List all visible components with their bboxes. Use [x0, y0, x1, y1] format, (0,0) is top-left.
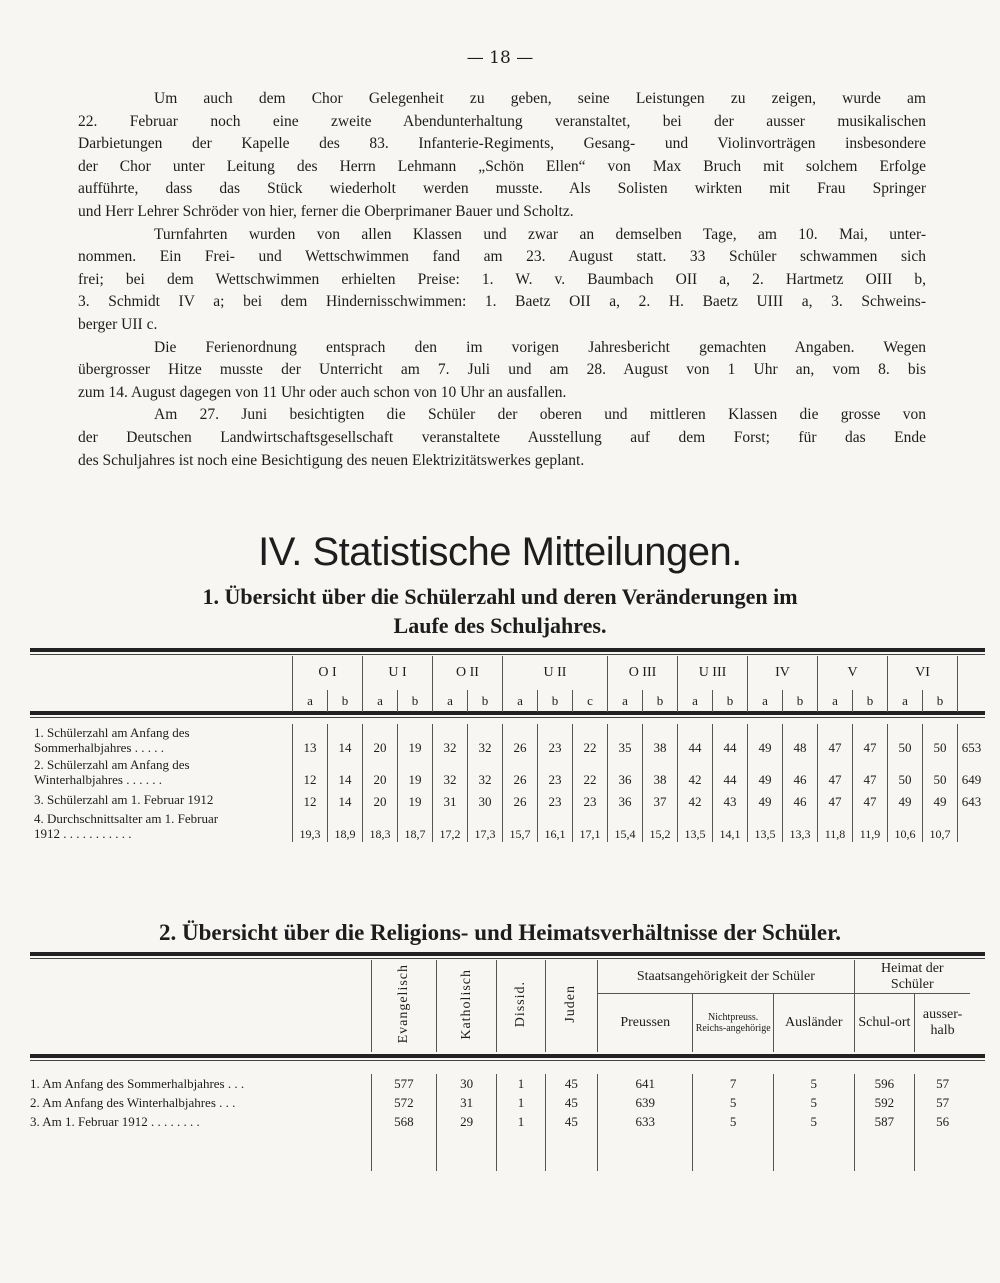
class-header: U II [503, 656, 608, 690]
cell-value: 47 [818, 756, 853, 788]
state-header: Ausländer [773, 994, 854, 1053]
cell-value: 45 [545, 1074, 597, 1093]
text-line: Die Ferienordnung entsprach den im vorigen Jahresbericht gemachten Angaben. Wegen [154, 338, 926, 356]
cell-value: 43 [713, 788, 748, 810]
class-header-row [30, 656, 985, 690]
cell-value: 50 [888, 756, 923, 788]
spacer [693, 1131, 774, 1171]
cell-value: 32 [433, 724, 468, 756]
spacer [30, 1131, 371, 1171]
cell-value: 49 [748, 788, 783, 810]
cell-value: 23 [538, 724, 573, 756]
cell-value: 14 [328, 724, 363, 756]
row-label [30, 810, 293, 842]
cell-value: 11,9 [853, 810, 888, 842]
cell-value: 49 [748, 724, 783, 756]
subclass-header: a [888, 690, 923, 712]
cell-value: 568 [371, 1112, 436, 1131]
cell-value: 49 [888, 788, 923, 810]
row-label [30, 788, 293, 810]
cell-value: 57 [915, 1093, 970, 1112]
cell-value: 15,4 [608, 810, 643, 842]
cell-value: 641 [598, 1074, 693, 1093]
table1-title [0, 582, 1000, 640]
cell-value: 14 [328, 788, 363, 810]
subclass-header: a [293, 690, 328, 712]
class-header: U I [363, 656, 433, 690]
table2-title: 2. Übersicht über die Religions- und Heimatsverhältnisse der Schüler. [159, 920, 841, 945]
cell-value: 22 [573, 756, 608, 788]
table-row [30, 756, 985, 788]
cell-value: 19 [398, 756, 433, 788]
cell-value: 13 [293, 724, 328, 756]
home-header: Schul-ort [854, 994, 915, 1053]
cell-value: 14 [328, 756, 363, 788]
religion-header-label: Dissid. [512, 980, 528, 1028]
cell-value: 31 [437, 1093, 497, 1112]
spacer [371, 1131, 436, 1171]
table-rule [30, 952, 985, 959]
class-header: VI [888, 656, 958, 690]
subclass-header: b [398, 690, 433, 712]
subclass-header: a [363, 690, 398, 712]
cell-value: 29 [437, 1112, 497, 1131]
cell-value: 49 [748, 756, 783, 788]
subclass-header: b [643, 690, 678, 712]
text-line: nommen. Ein Frei- und Wettschwimmen fand am 23. August statt. 33 Schüler schwammen sich [78, 248, 926, 266]
text-line: Um auch dem Chor Gelegenheit zu geben, seine Leistungen zu zeigen, wurde am [154, 90, 926, 107]
table-rule [30, 648, 985, 655]
spacer [598, 1131, 693, 1171]
row-label-header [30, 656, 293, 712]
cell-value: 47 [818, 788, 853, 810]
text-line: des Schuljahres ist noch eine Besichtigung des neuen Elektrizitätswerkes geplant. [78, 451, 585, 469]
state-header: Nichtpreuss. Reichs-angehörige [693, 994, 774, 1053]
cell-value: 572 [371, 1093, 436, 1112]
cell-value: 47 [853, 756, 888, 788]
subclass-header: a [433, 690, 468, 712]
cell-value: 18,3 [363, 810, 398, 842]
row-label-line: 1. Schülerzahl am Anfang des [34, 725, 190, 740]
cell-value: 5 [693, 1093, 774, 1112]
row-label-line: 3. Schülerzahl am 1. Februar 1912 [34, 791, 214, 807]
religion-header [371, 960, 436, 1052]
religion-header-label: Juden [563, 985, 579, 1023]
row-label-header [30, 960, 371, 1052]
cell-value: 20 [363, 788, 398, 810]
subclass-header: a [608, 690, 643, 712]
text-line: berger UII c. [78, 315, 158, 333]
cell-value: 45 [545, 1112, 597, 1131]
cell-value: 46 [783, 788, 818, 810]
section-title: IV. Statistische Mitteilungen. [258, 530, 742, 574]
cell-value: 17,3 [468, 810, 503, 842]
class-header: U III [678, 656, 748, 690]
text-line: frei; bei dem Wettschwimmen erhielten Preise: 1. W. v. Baumbach OII a, 2. Hartmetz OIII b, [78, 270, 926, 288]
row-total: 649 [958, 756, 986, 788]
cell-value: 26 [503, 788, 538, 810]
cell-value: 13,5 [678, 810, 713, 842]
row-label-line: Winterhalbjahres . . . . . . [34, 772, 162, 787]
text-line: zum 14. August dagegen von 11 Uhr oder auch schon von 10 Uhr an ausfallen. [78, 383, 567, 401]
row-label-line: 1912 . . . . . . . . . . . [34, 826, 132, 841]
cell-value: 26 [503, 756, 538, 788]
spacer [437, 1131, 497, 1171]
state-group-header: Staatsangehörigkeit der Schüler [598, 960, 855, 994]
text-line: Am 27. Juni besichtigten die Schüler der oberen und mittleren Klassen die grosse von [154, 406, 926, 424]
cell-value: 11,8 [818, 810, 853, 842]
cell-value: 45 [545, 1093, 597, 1112]
cell-value: 1 [497, 1093, 545, 1112]
subclass-header: a [678, 690, 713, 712]
row-total: 643 [958, 788, 986, 810]
row-label: 3. Am 1. Februar 1912 . . . . . . . . [30, 1114, 200, 1129]
row-label: 1. Am Anfang des Sommerhalbjahres . . . [30, 1076, 245, 1091]
cell-value: 5 [773, 1112, 854, 1131]
cell-value: 13,3 [783, 810, 818, 842]
cell-value: 48 [783, 724, 818, 756]
text-line: der Deutschen Landwirtschaftsgesellschaft veranstaltete Ausstellung auf dem Forst; für das Ende [78, 428, 926, 446]
cell-value: 7 [693, 1074, 774, 1093]
cell-value: 592 [854, 1093, 915, 1112]
row-label-line: 2. Schülerzahl am Anfang des [34, 757, 190, 772]
cell-value: 16,1 [538, 810, 573, 842]
table-row [30, 788, 985, 810]
cell-value: 50 [923, 756, 958, 788]
cell-value: 30 [468, 788, 503, 810]
subclass-header: a [818, 690, 853, 712]
cell-value: 46 [783, 756, 818, 788]
cell-value: 1 [497, 1074, 545, 1093]
class-header: O II [433, 656, 503, 690]
subclass-header: b [713, 690, 748, 712]
cell-value: 32 [468, 724, 503, 756]
body-text [78, 88, 926, 472]
cell-value: 20 [363, 756, 398, 788]
cell-value: 587 [854, 1112, 915, 1131]
cell-value: 639 [598, 1093, 693, 1112]
cell-value: 15,7 [503, 810, 538, 842]
cell-value: 22 [573, 724, 608, 756]
row-label-line: Sommerhalbjahres . . . . . [34, 740, 164, 755]
cell-value: 47 [818, 724, 853, 756]
cell-value: 12 [293, 756, 328, 788]
row-total: 653 [958, 724, 986, 756]
subclass-header: a [503, 690, 538, 712]
spacer [497, 1131, 545, 1171]
spacer-row [30, 712, 985, 724]
cell-value: 577 [371, 1074, 436, 1093]
cell-value: 38 [643, 756, 678, 788]
cell-value: 15,2 [643, 810, 678, 842]
cell-value: 5 [773, 1074, 854, 1093]
cell-value: 19 [398, 788, 433, 810]
subclass-header: b [853, 690, 888, 712]
cell-value: 5 [773, 1093, 854, 1112]
home-group-header: Heimat der Schüler [854, 960, 970, 994]
religion-header [437, 960, 497, 1052]
cell-value: 38 [643, 724, 678, 756]
cell-value: 596 [854, 1074, 915, 1093]
cell-value: 32 [433, 756, 468, 788]
cell-value: 47 [853, 724, 888, 756]
cell-value: 47 [853, 788, 888, 810]
home-header: ausser-halb [915, 994, 970, 1053]
cell-value: 633 [598, 1112, 693, 1131]
cell-value: 17,1 [573, 810, 608, 842]
cell-value: 23 [538, 756, 573, 788]
cell-value: 1 [497, 1112, 545, 1131]
table-row [30, 1112, 970, 1131]
header-row [30, 960, 970, 994]
cell-value: 44 [713, 756, 748, 788]
subclass-header: b [538, 690, 573, 712]
cell-value: 56 [915, 1112, 970, 1131]
cell-value: 31 [433, 788, 468, 810]
subclass-header: b [468, 690, 503, 712]
text-line: und Herr Lehrer Schröder von hier, ferner die Oberprimaner Bauer und Scholtz. [78, 202, 574, 220]
subclass-header: b [923, 690, 958, 712]
state-header: Preussen [598, 994, 693, 1053]
row-label: 2. Am Anfang des Winterhalbjahres . . . [30, 1095, 236, 1110]
cell-value: 17,2 [433, 810, 468, 842]
row-label [30, 724, 293, 756]
text-line: 3. Schmidt IV a; bei dem Hindernisschwimmen: 1. Baetz OII a, 2. H. Baetz UIII a, 3. Schweins- [78, 293, 926, 311]
subclass-header: b [328, 690, 363, 712]
cell-value: 12 [293, 788, 328, 810]
cell-value: 42 [678, 788, 713, 810]
religion-header [497, 960, 545, 1052]
total-header [958, 656, 986, 712]
spacer [773, 1131, 854, 1171]
class-header: IV [748, 656, 818, 690]
table-row [30, 1074, 970, 1093]
cell-value: 30 [437, 1074, 497, 1093]
class-header: O III [608, 656, 678, 690]
cell-value: 14,1 [713, 810, 748, 842]
religion-header-label: Evangelisch [395, 964, 411, 1044]
religion-header-label: Katholisch [458, 968, 474, 1040]
subclass-header: a [748, 690, 783, 712]
student-count-table [30, 656, 985, 842]
cell-value: 57 [915, 1074, 970, 1093]
spacer [30, 1052, 970, 1074]
cell-value: 44 [713, 724, 748, 756]
cell-value: 19,3 [293, 810, 328, 842]
cell-value: 44 [678, 724, 713, 756]
class-header: O I [293, 656, 363, 690]
table1-title-line: 1. Übersicht über die Schülerzahl und deren Veränderungen im [202, 584, 798, 609]
table1-title-line: Laufe des Schuljahres. [393, 613, 607, 638]
cell-value: 10,6 [888, 810, 923, 842]
row-total [958, 810, 986, 842]
cell-value: 23 [573, 788, 608, 810]
cell-value: 36 [608, 788, 643, 810]
religion-home-table [30, 960, 970, 1171]
cell-value: 26 [503, 724, 538, 756]
text-line: 22. Februar noch eine zweite Abendunterhaltung veranstaltet, bei der ausser musikalischen [78, 112, 926, 130]
subclass-header: b [783, 690, 818, 712]
class-header: V [818, 656, 888, 690]
cell-value: 23 [538, 788, 573, 810]
cell-value: 10,7 [923, 810, 958, 842]
page-number: — 18 — [466, 48, 534, 68]
spacer-row [30, 1131, 970, 1171]
table-row [30, 724, 985, 756]
cell-value: 50 [888, 724, 923, 756]
text-line: Darbietungen der Kapelle des 83. Infanterie-Regiments, Gesang- und Violinvorträgen insbesondere [78, 135, 926, 153]
subclass-header: c [573, 690, 608, 712]
cell-value: 32 [468, 756, 503, 788]
cell-value: 18,7 [398, 810, 433, 842]
cell-value: 35 [608, 724, 643, 756]
table-row [30, 1093, 970, 1112]
text-line: übergrosser Hitze musste der Unterricht am 7. Juli und am 28. August von 1 Uhr an, vom 8. bis [78, 361, 926, 379]
cell-value: 19 [398, 724, 433, 756]
text-line: Turnfahrten wurden von allen Klassen und zwar an demselben Tage, am 10. Mai, unter- [154, 225, 926, 243]
cell-value: 20 [363, 724, 398, 756]
spacer [30, 712, 985, 724]
cell-value: 42 [678, 756, 713, 788]
cell-value: 13,5 [748, 810, 783, 842]
row-label-line: 4. Durchschnittsalter am 1. Februar [34, 811, 219, 826]
cell-value: 50 [923, 724, 958, 756]
table-row [30, 810, 985, 842]
cell-value: 49 [923, 788, 958, 810]
spacer-row [30, 1052, 970, 1074]
spacer [854, 1131, 915, 1171]
religion-header [545, 960, 597, 1052]
text-line: der Chor unter Leitung des Herrn Lehmann „Schön Ellen“ von Max Bruch mit solchem Erfolge [78, 157, 926, 175]
cell-value: 18,9 [328, 810, 363, 842]
spacer [545, 1131, 597, 1171]
spacer [915, 1131, 970, 1171]
text-line: aufführte, dass das Stück wiederholt werden musste. Als Solisten wirkten mit Frau Springer [78, 180, 926, 198]
cell-value: 36 [608, 756, 643, 788]
cell-value: 37 [643, 788, 678, 810]
row-label [30, 756, 293, 788]
cell-value: 5 [693, 1112, 774, 1131]
